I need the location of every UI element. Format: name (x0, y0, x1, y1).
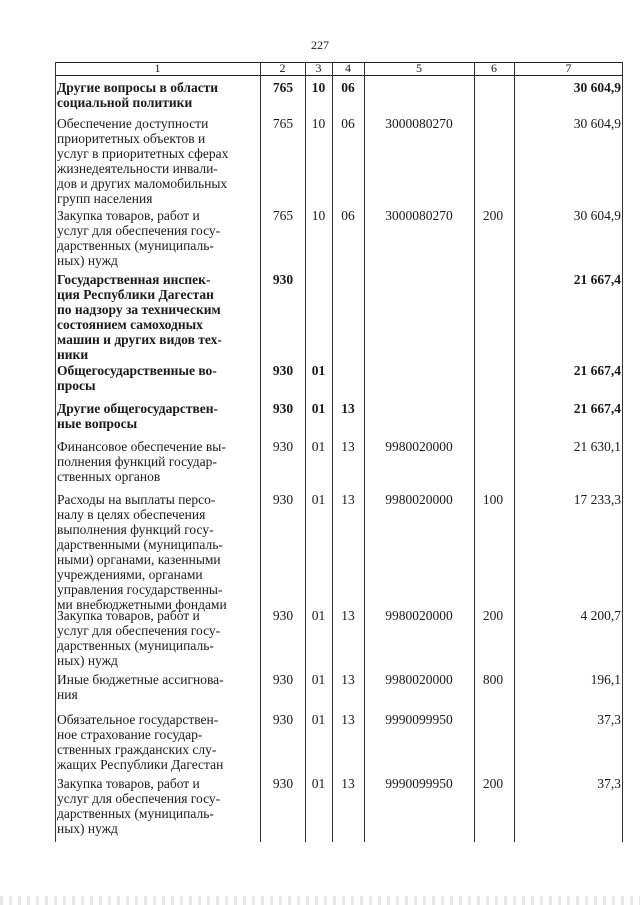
row-name-line: Другие вопросы в области (57, 80, 219, 95)
cell-c2: 930 (272, 401, 294, 416)
cell-c6: 200 (482, 608, 504, 623)
row-name (57, 80, 257, 110)
cell-c4: 13 (341, 439, 355, 454)
cell-c7: 196,1 (590, 672, 621, 687)
row-name (57, 208, 257, 268)
row-name-line: ными) органами, казенными (57, 552, 221, 567)
header-col-2: 2 (279, 61, 286, 75)
column-divider (474, 62, 475, 842)
row-name-line: социальной политики (57, 95, 193, 110)
row-name-line: ция Республики Дагестан (57, 287, 214, 302)
cell-c7: 30 604,9 (573, 116, 621, 131)
cell-c7: 37,3 (597, 776, 621, 791)
cell-c7: 30 604,9 (573, 80, 621, 95)
row-name-line: дарственных (муниципаль- (57, 806, 214, 821)
row-name-line: ми внебюджетными фондами (57, 597, 227, 612)
row-name-line: просы (57, 378, 96, 393)
row-name-line: ных) нужд (57, 821, 118, 836)
cell-c2: 930 (272, 608, 294, 623)
cell-c4: 06 (341, 116, 355, 131)
cell-c7: 21 667,4 (573, 401, 621, 416)
row-name-line: жащих Республики Дагестан (57, 757, 224, 772)
row-name-line: ния (57, 687, 78, 702)
cell-c7: 21 667,4 (573, 272, 621, 287)
row-name-line: ственных органов (57, 469, 161, 484)
row-name-line: выполнения функций госу- (57, 522, 214, 537)
cell-c4: 06 (341, 208, 355, 223)
cell-c2: 765 (272, 80, 294, 95)
row-name-line: Другие общегосударствен- (57, 401, 219, 416)
row-name-line: учреждениями, органами (57, 567, 203, 582)
cell-c5: 9990099950 (385, 776, 453, 791)
row-name-line: Общегосударственные во- (57, 363, 217, 378)
cell-c4: 13 (341, 672, 355, 687)
cell-c2: 930 (272, 272, 294, 287)
row-name (57, 608, 257, 668)
row-name (57, 439, 257, 484)
row-name-line: ники (57, 347, 89, 362)
row-name-line: по надзору за техническим (57, 302, 221, 317)
row-name (57, 116, 257, 206)
row-name-line: дарственных (муниципаль- (57, 238, 214, 253)
row-name-line: дарственными (муниципаль- (57, 537, 223, 552)
cell-c2: 930 (272, 672, 294, 687)
row-name-line: дов и других маломобильных (57, 176, 228, 191)
cell-c3: 01 (311, 776, 326, 791)
header-col-6: 6 (491, 61, 497, 75)
cell-c2: 930 (272, 439, 294, 454)
row-name-line: управления государственны- (57, 582, 223, 597)
cell-c4: 13 (341, 401, 355, 416)
header-col-3: 3 (315, 61, 322, 75)
row-name-line: полнения функций государ- (57, 454, 217, 469)
cell-c2: 930 (272, 712, 294, 727)
row-name-line: ные вопросы (57, 416, 138, 431)
cell-c2: 930 (272, 492, 294, 507)
column-divider (55, 62, 56, 842)
cell-c5: 3000080270 (385, 208, 453, 223)
row-name-line: Государственная инспек- (57, 272, 211, 287)
header-col-1: 1 (154, 61, 161, 75)
cell-c5: 9980020000 (385, 439, 453, 454)
row-name-line: ных) нужд (57, 253, 118, 268)
row-name-line: машин и других видов тех- (57, 332, 222, 347)
cell-c3: 01 (311, 672, 326, 687)
cell-c4: 13 (341, 776, 355, 791)
row-name-line: Обеспечение доступности (57, 116, 209, 131)
row-name-line: состоянием самоходных (57, 317, 203, 332)
row-name-line: приоритетных объектов и (57, 131, 206, 146)
row-name-line: ных) нужд (57, 653, 118, 668)
cell-c4: 06 (341, 80, 355, 95)
cell-c3: 01 (311, 608, 326, 623)
cell-c3: 01 (311, 401, 326, 416)
row-name-line: услуг для обеспечения госу- (57, 791, 221, 806)
row-name-line: Закупка товаров, работ и (57, 776, 200, 791)
cell-c3: 10 (311, 208, 326, 223)
cell-c2: 765 (272, 208, 294, 223)
cell-c7: 37,3 (597, 712, 621, 727)
cell-c7: 21 630,1 (573, 439, 621, 454)
cell-c4: 13 (341, 712, 355, 727)
row-name-line: ное страхование государ- (57, 727, 203, 742)
cell-c3: 01 (311, 492, 326, 507)
row-name-line: групп населения (57, 191, 153, 206)
cell-c6: 200 (482, 776, 504, 791)
cell-c7: 30 604,9 (573, 208, 621, 223)
row-name-line: Финансовое обеспечение вы- (57, 439, 226, 454)
cell-c6: 200 (482, 208, 504, 223)
cell-c4: 13 (341, 608, 355, 623)
cell-c7: 4 200,7 (580, 608, 621, 623)
row-name-line: дарственных (муниципаль- (57, 638, 214, 653)
row-name (57, 492, 257, 612)
row-name-line: услуг для обеспечения госу- (57, 223, 221, 238)
row-name (57, 712, 257, 772)
cell-c3: 10 (311, 116, 326, 131)
cell-c5: 9990099950 (385, 712, 453, 727)
row-name-line: Закупка товаров, работ и (57, 608, 200, 623)
cell-c3: 01 (311, 439, 326, 454)
scan-noise (0, 896, 640, 905)
row-name-line: Иные бюджетные ассигнова- (57, 672, 224, 687)
row-name (57, 363, 257, 393)
cell-c7: 17 233,3 (573, 492, 621, 507)
row-name-line: Обязательное государствен- (57, 712, 219, 727)
cell-c2: 765 (272, 116, 294, 131)
row-name-line: услуг для обеспечения госу- (57, 623, 221, 638)
cell-c5: 9980020000 (385, 608, 453, 623)
header-col-7: 7 (565, 61, 572, 75)
cell-c5: 9980020000 (385, 492, 453, 507)
row-name-line: Закупка товаров, работ и (57, 208, 200, 223)
row-name-line: жизнедеятельности инвали- (57, 161, 218, 176)
page-number: 227 (311, 38, 329, 52)
row-name (57, 401, 257, 431)
table-header (55, 62, 623, 76)
header-col-5: 5 (416, 61, 422, 75)
cell-c2: 930 (272, 363, 294, 378)
cell-c2: 930 (272, 776, 294, 791)
row-name-line: Расходы на выплаты персо- (57, 492, 216, 507)
header-col-4: 4 (345, 61, 351, 75)
cell-c3: 01 (311, 363, 326, 378)
row-name (57, 272, 257, 362)
row-name (57, 776, 257, 836)
cell-c4: 13 (341, 492, 355, 507)
row-name-line: услуг в приоритетных сферах (57, 146, 229, 161)
cell-c7: 21 667,4 (573, 363, 621, 378)
row-name (57, 672, 257, 702)
budget-table (55, 62, 623, 842)
cell-c5: 3000080270 (385, 116, 453, 131)
cell-c5: 9980020000 (385, 672, 453, 687)
row-name-line: налу в целях обеспечения (57, 507, 206, 522)
column-divider (622, 62, 623, 842)
row-name-line: ственных гражданских слу- (57, 742, 217, 757)
cell-c6: 800 (482, 672, 504, 687)
cell-c3: 01 (311, 712, 326, 727)
cell-c3: 10 (311, 80, 326, 95)
cell-c6: 100 (482, 492, 504, 507)
